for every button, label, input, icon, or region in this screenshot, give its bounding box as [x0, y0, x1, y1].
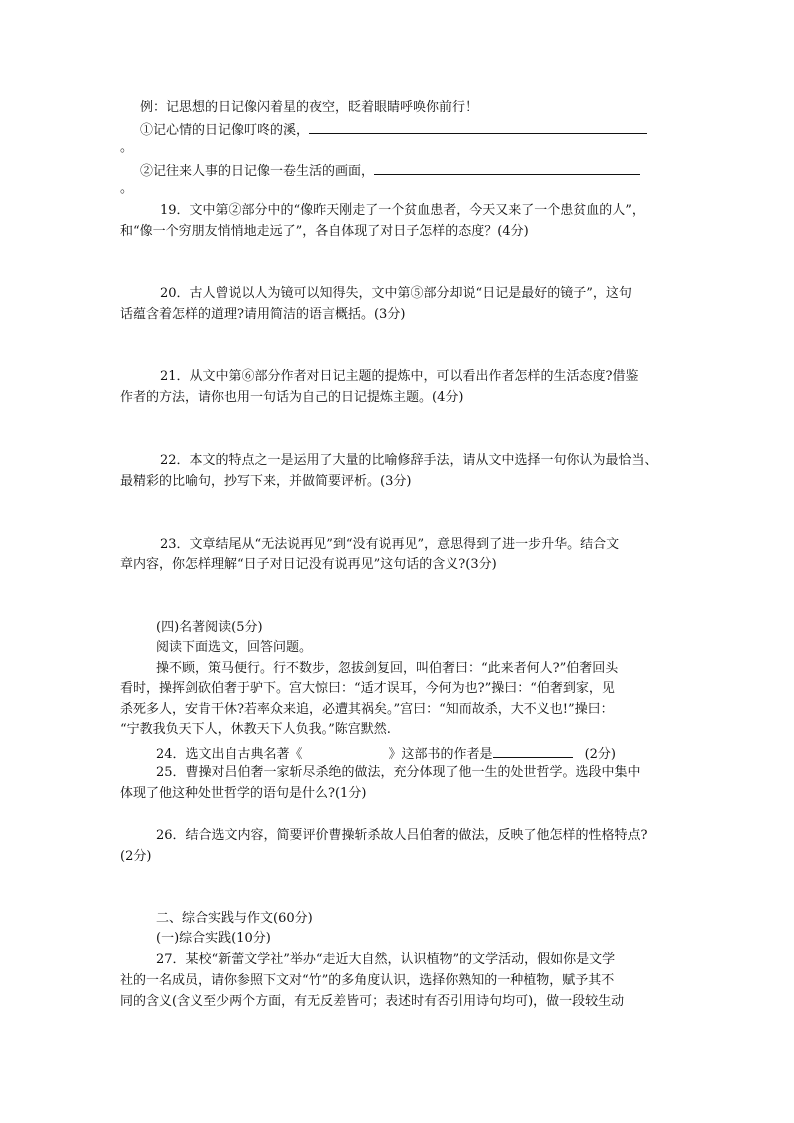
- q23-line1: 23．文章结尾从“无法说再见”到“没有说再见”，意思得到了进一步升华。结合文: [160, 537, 620, 552]
- section4-title: (四)名著阅读(5分): [156, 620, 263, 635]
- q23-line2: 章内容，你怎样理解“日子对日记没有说再见”这句话的含义?(3分): [120, 557, 497, 572]
- q18-item2-text: ②记往来人事的日记像一卷生活的画面，: [140, 164, 375, 179]
- q24-score: (2分): [584, 747, 616, 762]
- q21-line2: 作者的方法，请你也用一句话为自己的日记提炼主题。(4分): [120, 390, 464, 405]
- section4-passage-line3: 杀死多人，安肯干休?若率众来追，必遭其祸矣。”宫曰：“知而故杀，大不义也!”操曰：: [120, 702, 614, 717]
- q18-item1-answer-blank[interactable]: [309, 120, 647, 134]
- q20-line2: 话蕴含着怎样的道理?请用简洁的语言概括。(3分): [120, 307, 406, 322]
- q26-line2: (2分): [120, 849, 152, 864]
- q22-line1: 22．本文的特点之一是运用了大量的比喻修辞手法，请从文中选择一句你认为最恰当、: [160, 453, 658, 468]
- q24-mid: 》这部书的作者是: [388, 747, 493, 762]
- q19-line1: 19．文中第②部分中的“像昨天刚走了一个贫血患者，今天又来了一个患贫血的人”，: [160, 203, 645, 218]
- q25-line1: 25．曹操对吕伯奢一家斩尽杀绝的做法，充分体现了他一生的处世哲学。选段中集中: [156, 765, 641, 780]
- q22-line2: 最精彩的比喻句，抄写下来，并做简要评析。(3分): [120, 474, 412, 489]
- q27-line2: 社的一名成员，请你参照下文对“竹”的多角度认识，选择你熟知的一种植物，赋予其不: [120, 973, 615, 988]
- q18-item1-end: 。: [120, 140, 134, 155]
- q24-prefix: 24．选文出自古典名著《: [156, 747, 303, 762]
- q21-line1: 21．从文中第⑥部分作者对日记主题的提炼中，可以看出作者怎样的生活态度?借鉴: [160, 369, 639, 384]
- q18-item2-answer-blank[interactable]: [374, 161, 640, 175]
- q24-author-blank[interactable]: [493, 744, 573, 758]
- q18-item2-end: 。: [120, 181, 134, 196]
- q18-example: 例：记思想的日记像闪着星的夜空，眨着眼睛呼唤你前行！: [140, 100, 479, 115]
- section4-passage-line2: 看时，操挥剑砍伯奢于驴下。宫大惊曰：“适才误耳，今何为也?”操曰：“伯奢到家，见: [120, 681, 615, 696]
- section4-instruction: 阅读下面选文，回答问题。: [156, 640, 313, 655]
- q26-line1: 26．结合选文内容，简要评价曹操斩杀故人吕伯奢的做法，反映了他怎样的性格特点?: [156, 828, 648, 843]
- q19-line2: 和“像一个穷朋友悄悄地走远了”，各自体现了对日子怎样的态度？(4分): [120, 224, 529, 239]
- q24: [156, 744, 616, 763]
- q18-item1-text: ①记心情的日记像叮咚的溪，: [140, 123, 310, 138]
- section4-passage-line1: 操不顾，策马便行。行不数步，忽拔剑复回，叫伯奢曰：“此来者何人?”伯奢回头: [156, 661, 619, 676]
- q27-line1: 27．某校“新蕾文学社”举办“走近大自然，认识植物”的文学活动，假如你是文学: [156, 952, 616, 967]
- q18-item1: [140, 120, 647, 139]
- q18-item2: [140, 161, 640, 180]
- section4-passage-line4: “宁教我负天下人，休教天下人负我。”陈宫默然.: [120, 722, 391, 737]
- part2-subtitle: (一)综合实践(10分): [156, 931, 271, 946]
- part2-title: 二、综合实践与作文(60分): [156, 911, 313, 926]
- q20-line1: 20．古人曾说以人为镜可以知得失，文中第⑤部分却说“日记是最好的镜子”，这句: [160, 286, 632, 301]
- q25-line2: 体现了他这种处世哲学的语句是什么?(1分): [120, 786, 367, 801]
- q27-line3: 同的含义(含义至少两个方面，有无反差皆可；表述时有否引用诗句均可)，做一段较生动: [120, 994, 625, 1009]
